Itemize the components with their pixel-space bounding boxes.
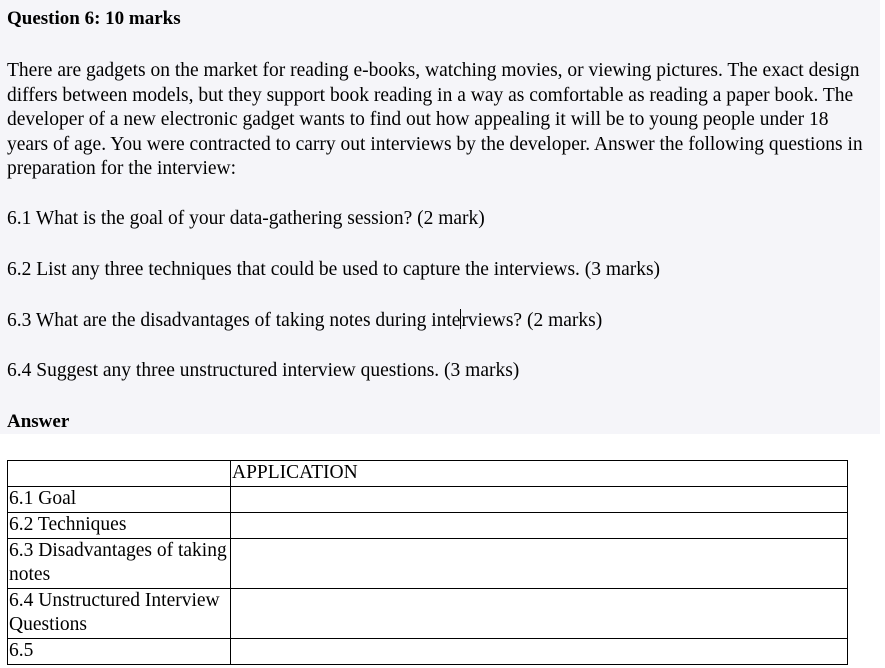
application-cell[interactable] [231, 513, 848, 539]
sub-question-6-3[interactable] [7, 309, 602, 333]
question-title: Question 6: 10 marks [7, 8, 181, 29]
sub-question-6-2: 6.2 List any three techniques that could be used to capture the interviews. (3 marks) [7, 259, 661, 280]
table-header-cell[interactable] [8, 461, 231, 487]
application-cell[interactable] [231, 639, 848, 665]
application-cell[interactable] [231, 539, 848, 589]
sub-question-6-3-after-caret: rviews? (2 marks) [461, 310, 603, 331]
answer-label: Answer [7, 411, 70, 432]
row-label-cell[interactable]: 6.3 Disadvantages of taking notes [8, 539, 231, 589]
sub-question-6-4: 6.4 Suggest any three unstructured interview questions. (3 marks) [7, 360, 520, 381]
table-row [8, 589, 848, 639]
answer-table [7, 460, 848, 665]
application-cell[interactable] [231, 589, 848, 639]
table-header-cell[interactable]: APPLICATION [231, 461, 848, 487]
question-intro: There are gadgets on the market for reading e-books, watching movies, or viewing pictures. The exact design differs between models, but they support book reading in a way as comfortable as reading a paper book. The developer of a new electronic gadget wants to find out how appealing it will be to young people under 18 years of age. You were contracted to carry out interviews by the developer. Answer the following questions in preparation for the interview: [7, 60, 863, 179]
table-header-row [8, 461, 848, 487]
row-label-cell[interactable]: 6.4 Unstructured Interview Questions [8, 589, 231, 639]
table-row [8, 639, 848, 665]
table-row [8, 539, 848, 589]
row-label-cell[interactable]: 6.1 Goal [8, 487, 231, 513]
sub-question-6-1: 6.1 What is the goal of your data-gathering session? (2 mark) [7, 208, 485, 229]
table-row [8, 513, 848, 539]
table-row [8, 487, 848, 513]
row-label-cell[interactable]: 6.2 Techniques [8, 513, 231, 539]
sub-question-6-3-before-caret: 6.3 What are the disadvantages of taking notes during inte [7, 310, 461, 331]
application-cell[interactable] [231, 487, 848, 513]
row-label-cell[interactable]: 6.5 [8, 639, 231, 665]
